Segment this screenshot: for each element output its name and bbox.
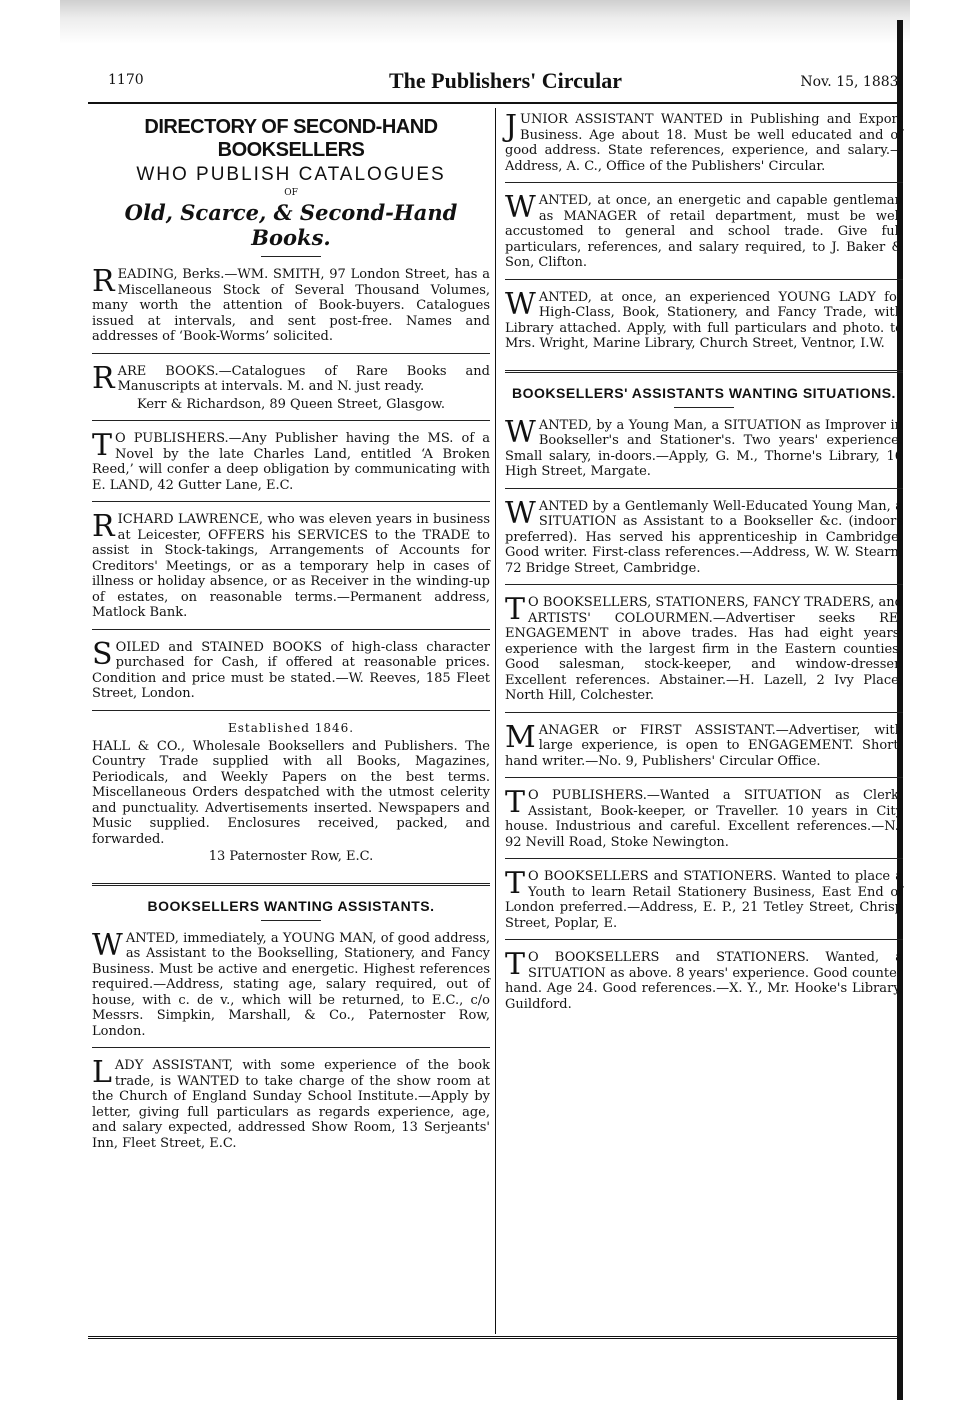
ad-text: READING, Berks.—WM. SMITH, 97 London Street, has a Miscellaneous Stock of Several Thousand Volumes, many worth the attention of Book-buyers. Catalogues issued at intervals, and sent post-free. Names and addresses of ‘Book-Worms’ solicited. <box>92 264 490 344</box>
established-line: Established 1846. <box>227 720 355 735</box>
ad-text: JUNIOR ASSISTANT WANTED in Publishing and Export Business. Age about 18. Must be well educated and of good address. State references, experience, and salary.—Address, A. C., Office of the Publishers' Circular. <box>505 109 903 174</box>
page-number: 1170 <box>108 72 144 88</box>
ad-clerk <box>505 785 903 859</box>
ad-text: WANTED, immediately, a YOUNG MAN, of good address, as Assistant to the Bookselling, Stationery, and Fancy Business. Must be active and energetic. Highest references required.—Address, stating age, salary required, out of house, with c. de v., which will be returned, to E.C., c/o Messrs. Simpkin, Marshall, & Co., Paternoster Row, London. <box>92 927 490 1039</box>
ad-text: WANTED, at once, an energetic and capable gentleman as MANAGER of retail department, must be well accustomed to general and school trade. Give full particulars, references, and salary required, to J. Baker & Son, Clifton. <box>505 190 903 270</box>
ad-text: SOILED and STAINED BOOKS of high-class character purchased for Cash, if offered at reasonable prices. Condition and price must be stated.—W. Reeves, 185 Fleet Street, London. <box>92 636 490 701</box>
ad-text: TO BOOKSELLERS, STATIONERS, FANCY TRADERS, and ARTISTS' COLOURMEN.—Advertiser seeks RE-ENGAGEMENT in above trades. Has had eight years' experience with the largest firm in the Eastern counties. Good salesman, stock-keeper, and window-dresser. Excellent references. Abstainer.—H. Lazell, 2 Ivy Place, North Hill, Colchester. <box>505 592 903 703</box>
ad-young-man <box>92 927 490 1049</box>
ad-text: RARE BOOKS.—Catalogues of Rare Books and Manuscripts at intervals. M. and N. just ready. <box>92 360 490 396</box>
ad-guildford <box>505 947 903 1020</box>
ad-young-lady <box>505 286 903 360</box>
directory-subtitle: WHO PUBLISH CATALOGUES <box>136 164 446 185</box>
ad-text: HALL & CO., Wholesale Booksellers and Publishers. The Country Trade supplied with all Books, Magazines, Periodicals, and Weekly Papers on the best terms. Miscellaneous Orders despatched with the utmost celerity and punctuality. Advertisements inserted. Newspapers and Music supplied. Enclosures received, packed, and forwarded. <box>92 738 490 847</box>
footer-rule <box>88 1336 903 1339</box>
ad-text: TO PUBLISHERS.—Wanted a SITUATION as Clerk, Assistant, Book-keeper, or Traveller. 10 years in City house. Industrious and careful. Excellent references.—N., 92 Nevill Road, Stoke Newington. <box>505 785 903 850</box>
ad-text: TO PUBLISHERS.—Any Publisher having the MS. of a Novel by the late Charles Land, entitled ‘A Broken Reed,’ will confer a deep obligation by communicating with E. LAND, 42 Gutter Lane, E.C. <box>92 428 490 493</box>
section-title: BOOKSELLERS' ASSISTANTS WANTING SITUATIONS. <box>512 384 896 401</box>
ad-signature: 13 Paternoster Row, E.C. <box>208 849 374 864</box>
ad-junior-assistant <box>505 109 903 183</box>
ad-text: WANTED by a Gentlemanly Well-Educated Young Man, a SITUATION as Assistant to a Bookseller &c. (indoors preferred). Has served his apprenticeship in Cambridge. Good writer. First-class references.—Address, W. W. Stearn, 72 Bridge Street, Cambridge. <box>505 495 903 576</box>
ad-manager-retail <box>505 190 903 280</box>
ad-lawrence <box>92 509 490 630</box>
directory-of: OF <box>284 188 298 198</box>
ad-text: TO BOOKSELLERS and STATIONERS. Wanted, a SITUATION as above. 8 years' experience. Good counter hand. Age 24. Good references.—X. Y., Mr. Hooke's Library, Guildford. <box>505 947 903 1012</box>
ad-reeves <box>92 636 490 711</box>
left-column <box>92 112 490 1169</box>
ad-text: WANTED, at once, an experienced YOUNG LADY for High-Class, Book, Stationery, and Fancy Trade, with Library attached. Apply, with full particulars and photo. to Mrs. Wright, Marine Library, Church Street, Ventnor, I.W. <box>505 286 903 351</box>
ad-text: MANAGER or FIRST ASSISTANT.—Advertiser, with large experience, is open to ENGAGEMENT. Short-hand writer.—No. 9, Publishers' Circular Office. <box>505 719 903 769</box>
issue-date: Nov. 15, 1883. <box>800 74 903 90</box>
directory-title: DIRECTORY OF SECOND-HAND BOOKSELLERS <box>144 116 438 161</box>
ad-situation-margate <box>505 414 903 489</box>
ad-manager-first-assistant <box>505 719 903 779</box>
ad-situation-cambridge <box>505 495 903 586</box>
ad-text: WANTED, by a Young Man, a SITUATION as Improver in Bookseller's and Stationer's. Two years' experience. Small salary, in-doors.—Apply, G. M., Thorne's Library, 16 High Street, Margate. <box>505 414 903 479</box>
ad-signature: Kerr & Richardson, 89 Queen Street, Glasgow. <box>137 396 445 412</box>
ad-hall <box>92 721 490 873</box>
short-rule <box>261 256 321 257</box>
ad-text: TO BOOKSELLERS and STATIONERS. Wanted to place a Youth to learn Retail Stationery Business, East End of London preferred.—Address, E. P., 21 Tetley Street, Chrisp Street, Poplar, E. <box>505 866 903 931</box>
ad-colchester <box>505 592 903 713</box>
page-header <box>108 68 903 94</box>
section-title: BOOKSELLERS WANTING ASSISTANTS. <box>147 897 435 914</box>
ad-rare-books <box>92 360 490 422</box>
scan-top-shadow <box>60 0 910 44</box>
right-column <box>505 109 903 1030</box>
directory-gothic-title: Old, Scarce, & Second-Hand Books. <box>124 200 458 250</box>
short-rule <box>674 407 734 408</box>
short-rule <box>261 920 321 921</box>
section-rule <box>92 883 490 886</box>
column-divider <box>495 108 496 1334</box>
page-title: The Publishers' Circular <box>388 68 623 93</box>
ad-smith <box>92 264 490 354</box>
ad-youth <box>505 866 903 940</box>
header-rule <box>88 102 903 104</box>
ad-lady-assistant <box>92 1055 490 1159</box>
section-rule <box>505 370 903 373</box>
ad-text: LADY ASSISTANT, with some experience of the book trade, is WANTED to take charge of the show room at the Church of England Sunday School Institute.—Apply by letter, giving full particulars as regards experience, age, and salary expected, addressed Show Room, 13 Serjeants' Inn, Fleet Street, E.C. <box>92 1055 490 1151</box>
ad-land <box>92 428 490 502</box>
ad-text: RICHARD LAWRENCE, who was eleven years in business at Leicester, OFFERS his SERVICES to the TRADE to assist in Stock-takings, Arrangements of Accounts for Creditors' Meetings, or as a temporary help in cases of illness or holiday absence, or as Receiver in the winding-up of estates, on reasonable terms.—Permanent address, Matlock Bank. <box>92 509 490 620</box>
